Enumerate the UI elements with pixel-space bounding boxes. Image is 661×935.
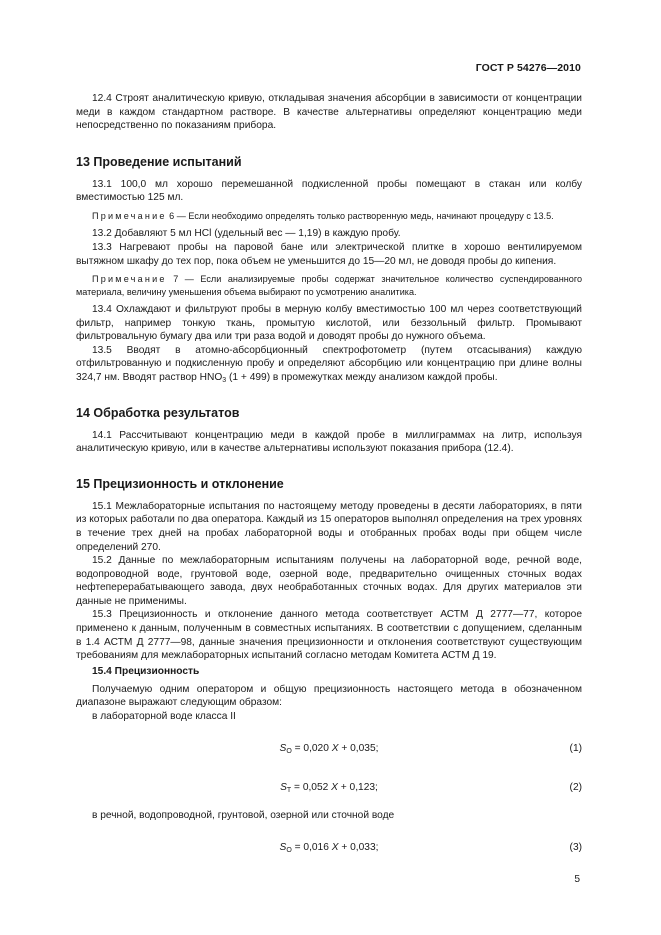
section-13-title: 13 Проведение испытаний <box>76 154 242 169</box>
formula-3-symbol: S <box>279 841 287 853</box>
paragraph-15-4: Получаемую одним оператором и общую прецизионность настоящего метода в обозначенном диапазоне выражают следующим образом: <box>76 683 582 709</box>
hno3-subscript: 3 <box>222 376 227 384</box>
paragraph-14-1: 14.1 Рассчитывают концентрацию меди в каждой пробе в миллиграммах на литр, используя аналитическую кривую, или в качестве альтернативы используют показания прибора (12.4). <box>76 429 582 455</box>
formula-3-constant: + 0,033; <box>338 841 379 853</box>
paragraph-13-5-part-a: 13.5 Вводят в атомно-абсорбционный спектрофотометр (путем отсасывания) каждую отфильтрованную и подкисленную пробу и определяют абсорбцию или концентрацию при длине волны 324,7 нм. Вводят раствор HNO <box>76 344 582 383</box>
formula-3-variable: X <box>331 841 339 853</box>
paragraph-13-3: 13.3 Нагревают пробы на паровой бане или электрической плитке в хорошо вентилируемом вытяжном шкафу до тех пор, пока объем не уменьшится до 15—20 мл, не доводя пробы до кипения. <box>76 241 582 267</box>
paragraph-12-4: 12.4 Строят аналитическую кривую, откладывая значения абсорбции в зависимости от концентрации меди в каждом стандартном растворе. В качестве альтернативы определяют концентрацию меди непосредственно по показаниям прибора. <box>76 93 582 132</box>
formula-1-constant: + 0,035; <box>338 743 379 755</box>
page-number: 5 <box>574 874 580 885</box>
formula-1-number: (1) <box>569 743 582 755</box>
page-body <box>76 92 582 856</box>
note-7-label: Примечание <box>92 274 167 285</box>
formula-2-number: (2) <box>569 782 582 794</box>
section-15-title: 15 Прецизионность и отклонение <box>76 476 284 491</box>
note-6 <box>76 210 582 222</box>
paragraph-15-1: 15.1 Межлабораторные испытания по настоящему методу проведены в десяти лабораториях, в пяти из которых работали по два оператора. Каждый из 15 операторов выполнял определения на трех уровнях в течение трех дней на пробах лабораторной воды и отобранных пробах воды при общем числе определений 270. <box>76 500 583 553</box>
formula-2-subscript: T <box>286 787 292 795</box>
formula-3 <box>76 838 582 856</box>
paragraph-13-2: 13.2 Добавляют 5 мл HCl (удельный вес — 1,19) в каждую пробу. <box>92 228 401 240</box>
formula-2-symbol: S <box>280 782 287 794</box>
other-water-label: в речной, водопроводной, грунтовой, озерной или сточной воде <box>92 809 395 821</box>
formula-3-expression <box>280 842 379 853</box>
formula-3-number: (3) <box>569 841 582 853</box>
paragraph-13-5 <box>76 344 582 385</box>
paragraph-13-5-part-b: (1 + 499) в промежутках между анализом каждой пробы. <box>226 371 498 383</box>
formula-1-subscript: O <box>286 748 292 756</box>
note-6-label: Примечание <box>92 210 167 221</box>
note-7-text: 7 — Если анализируемые пробы содержат значительное количество суспендированного материала, величину уменьшения объема выбирают по усмотрению аналитика. <box>76 274 582 297</box>
formula-1-expression <box>280 743 379 754</box>
formula-2-constant: + 0,123; <box>337 782 378 794</box>
formula-1-symbol: S <box>279 743 287 755</box>
formula-1-variable: X <box>331 743 339 755</box>
subsection-15-4-title: 15.4 Прецизионность <box>92 665 200 677</box>
note-7 <box>76 273 582 298</box>
formula-2 <box>76 779 582 797</box>
formula-3-subscript: O <box>286 846 292 854</box>
document-id-header: ГОСТ Р 54276—2010 <box>475 62 581 74</box>
note-6-text: 6 — Если необходимо определять только растворенную медь, начинают процедуру с 13.5. <box>169 210 554 221</box>
paragraph-15-3: 15.3 Прецизионность и отклонение данного метода соответствует АСТМ Д 2777—77, которое применено к данным, полученным в совместных испытаниях. В соответствии с допущением, сделанным в 1.4 АСТМ Д 2777—98, данные значения прецизионности и отклонения соответствуют существующим требованиям для межлабораторных испытаний согласно методам Комитета АСТМ Д 19. <box>76 609 582 662</box>
formula-3-coefficient: = 0,016 <box>291 841 332 853</box>
paragraph-13-4: 13.4 Охлаждают и фильтруют пробы в мерную колбу вместимостью 100 мл через соответствующий фильтр, например тонкую ткань, промытую кислотой, или беззольный фильтр. Промывают фильтровальную бумагу два или три раза водой и доводят пробы до нужного объема. <box>76 303 582 343</box>
formula-2-expression <box>280 782 378 793</box>
paragraph-15-2: 15.2 Данные по межлабораторным испытаниям получены на лабораторной воде, речной воде, водопроводной воде, грунтовой воде, озерной воде, предварительно очищенных сточных водах нефтеперерабатывающего завода, двух необработанных сточных водах. Для других материалов эти данные не применимы. <box>76 555 582 607</box>
paragraph-13-1: 13.1 100,0 мл хорошо перемешанной подкисленной пробы помещают в стакан или колбу вместимостью 125 мл. <box>76 178 582 204</box>
section-14-title: 14 Обработка результатов <box>76 405 240 420</box>
formula-1 <box>76 740 582 758</box>
formula-2-coefficient: = 0,052 <box>291 782 332 794</box>
formula-1-coefficient: = 0,020 <box>291 743 332 755</box>
lab-water-label: в лабораторной воде класса II <box>92 711 236 723</box>
formula-2-variable: X <box>331 782 338 794</box>
